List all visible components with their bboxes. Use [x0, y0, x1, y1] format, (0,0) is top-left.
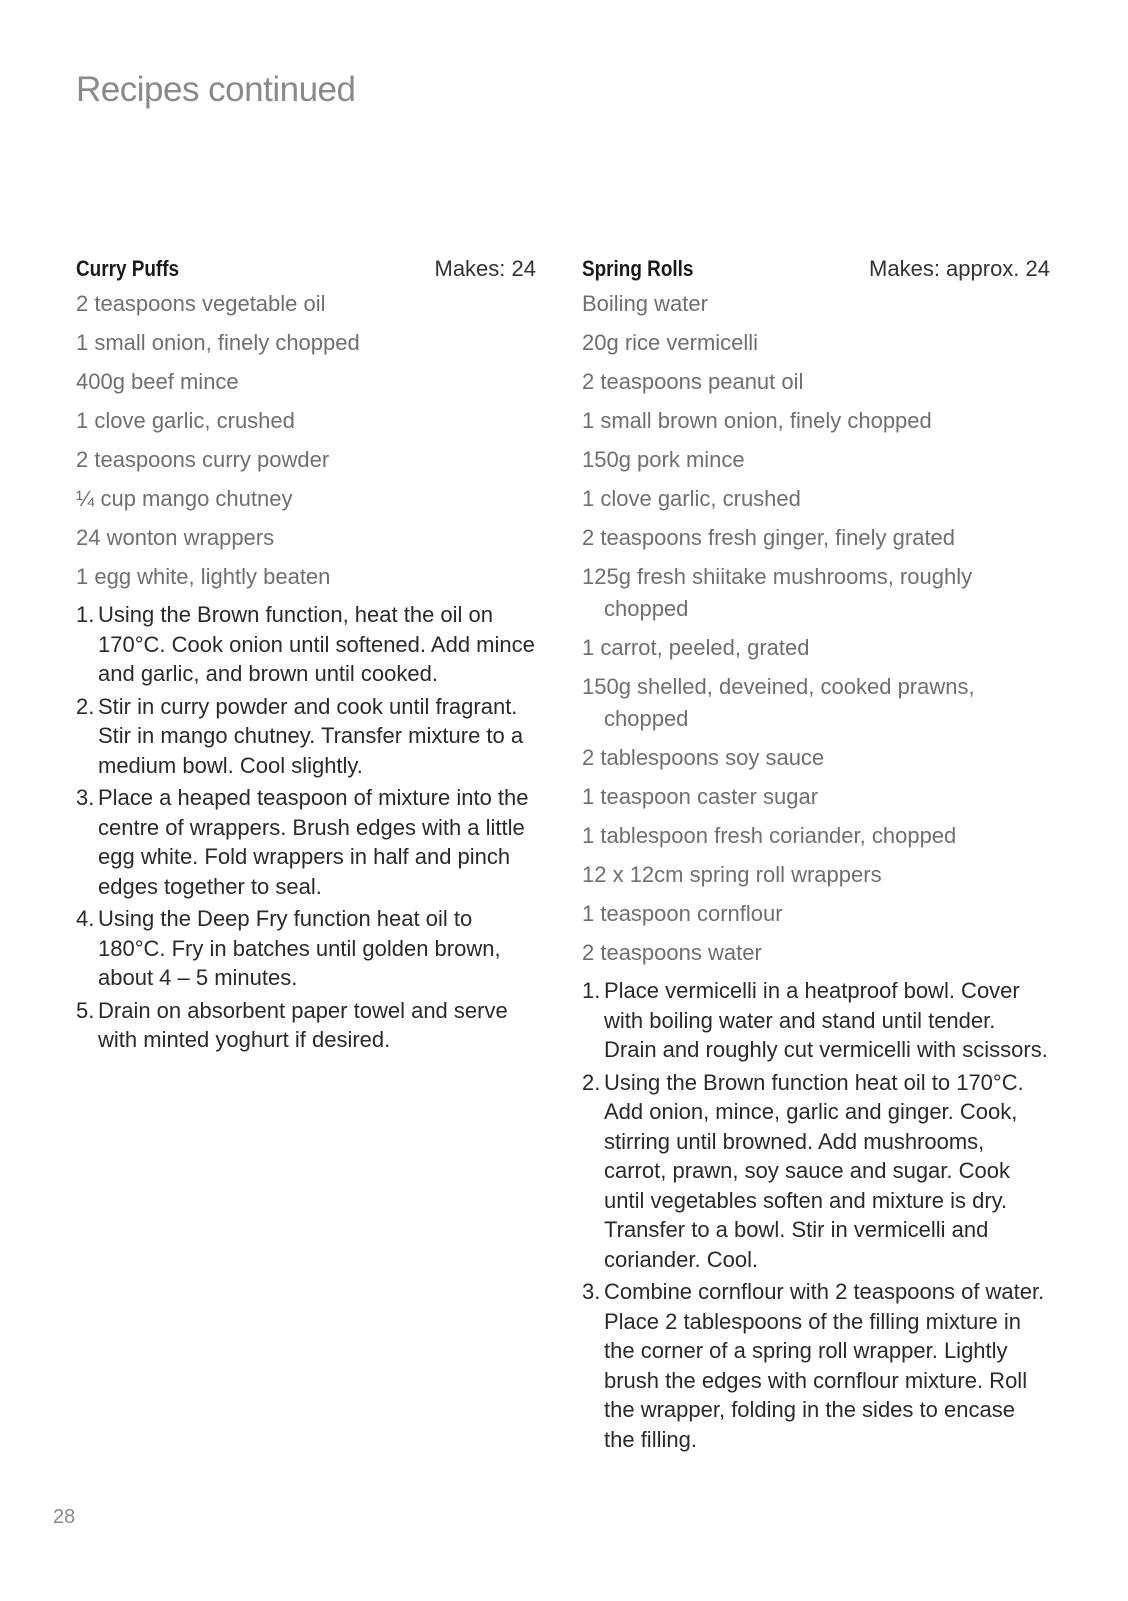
method-step — [582, 1277, 1050, 1454]
step-number: 2. — [76, 693, 95, 719]
page-title: Recipes continued — [76, 70, 356, 109]
ingredient-item: 2 teaspoons fresh ginger, finely grated — [582, 525, 956, 550]
step-text: Place a heaped teaspoon of mixture into the centre of wrappers. Brush edges with a little egg white. Fold wrappers in half and pinch edges together to seal. — [98, 785, 529, 899]
method-step — [76, 904, 536, 993]
ingredient-item: 125g fresh shiitake mushrooms, roughly chopped — [582, 564, 973, 621]
curry-puffs-method — [76, 600, 536, 1055]
ingredient-item: 1 small brown onion, finely chopped — [582, 408, 932, 433]
ingredient-item: ¼ cup mango chutney — [76, 486, 293, 511]
step-text: Using the Brown function heat oil to 170°C. Add onion, mince, garlic and ginger. Cook, stirring until browned. Add mushrooms, carrot, prawn, soy sauce and sugar. Cook until vegetables soften and mixture is dry. Transfer to a bowl. Stir in vermicelli and coriander. Cool. — [604, 1069, 1024, 1272]
spring-rolls-yield: Makes: approx. 24 — [869, 256, 1050, 281]
curry-puffs-yield: Makes: 24 — [434, 256, 536, 281]
step-number: 5. — [76, 997, 95, 1023]
step-text: Using the Brown function, heat the oil on 170°C. Cook onion until softened. Add mince and garlic, and brown until cooked. — [98, 602, 535, 686]
curry-puffs-title: Curry Puffs — [76, 256, 180, 281]
method-step — [582, 976, 1050, 1065]
ingredient-item: 24 wonton wrappers — [76, 525, 275, 550]
step-text: Stir in curry powder and cook until fragrant. Stir in mango chutney. Transfer mixture to a medium bowl. Cool slightly. — [98, 693, 524, 778]
ingredient-item: 1 carrot, peeled, grated — [582, 635, 810, 660]
ingredient-item: Boiling water — [582, 291, 708, 316]
ingredient-item: 2 teaspoons peanut oil — [582, 369, 804, 394]
step-number: 1. — [582, 978, 601, 1003]
step-text: Combine cornflour with 2 teaspoons of water. Place 2 tablespoons of the filling mixture in the corner of a spring roll wrapper. Lightly brush the edges with cornflour mixture. Roll the wrapper, folding in the sides to encase the filling. — [604, 1279, 1045, 1452]
spring-rolls-method — [582, 976, 1050, 1454]
step-text: Drain on absorbent paper towel and serve with minted yoghurt if desired. — [98, 997, 508, 1052]
method-step — [76, 783, 536, 901]
ingredient-item: 2 teaspoons water — [582, 940, 762, 965]
ingredient-item: 2 tablespoons soy sauce — [582, 745, 825, 770]
ingredient-item: 2 teaspoons curry powder — [76, 447, 330, 472]
spring-rolls-title: Spring Rolls — [582, 256, 694, 281]
page-number: 28 — [53, 1506, 76, 1528]
step-number: 2. — [582, 1069, 601, 1095]
ingredient-item: 1 egg white, lightly beaten — [76, 564, 331, 589]
ingredient-item: 12 x 12cm spring roll wrappers — [582, 862, 882, 887]
ingredient-item: 1 clove garlic, crushed — [76, 408, 295, 433]
ingredient-item: 1 tablespoon fresh coriander, chopped — [582, 823, 957, 848]
curry-puffs-header — [76, 256, 536, 282]
method-step — [76, 996, 536, 1055]
ingredient-item: 150g pork mince — [582, 447, 745, 472]
ingredient-item: 1 clove garlic, crushed — [582, 486, 801, 511]
curry-puffs-ingredients — [76, 288, 536, 593]
ingredient-item: 1 teaspoon cornflour — [582, 901, 783, 926]
step-number: 1. — [76, 602, 95, 627]
ingredient-item: 400g beef mince — [76, 369, 239, 394]
method-step — [76, 692, 536, 781]
spring-rolls-header — [582, 256, 1050, 282]
ingredient-item: 150g shelled, deveined, cooked prawns, chopped — [582, 674, 975, 731]
ingredient-item: 2 teaspoons vegetable oil — [76, 291, 326, 316]
step-number: 4. — [76, 906, 95, 931]
spring-rolls-recipe — [582, 256, 1050, 1457]
curry-puffs-recipe — [76, 256, 536, 1058]
ingredient-item: 1 teaspoon caster sugar — [582, 784, 819, 809]
method-step — [76, 600, 536, 689]
ingredient-item: 1 small onion, finely chopped — [76, 330, 360, 355]
step-text: Using the Deep Fry function heat oil to 180°C. Fry in batches until golden brown, about 4 – 5 minutes. — [98, 906, 501, 990]
step-number: 3. — [582, 1279, 601, 1304]
step-text: Place vermicelli in a heatproof bowl. Cover with boiling water and stand until tender. Drain and roughly cut vermicelli with scissors. — [604, 978, 1048, 1062]
ingredient-item: 20g rice vermicelli — [582, 330, 759, 355]
step-number: 3. — [76, 785, 95, 810]
spring-rolls-ingredients — [582, 288, 1050, 969]
method-step — [582, 1068, 1050, 1275]
